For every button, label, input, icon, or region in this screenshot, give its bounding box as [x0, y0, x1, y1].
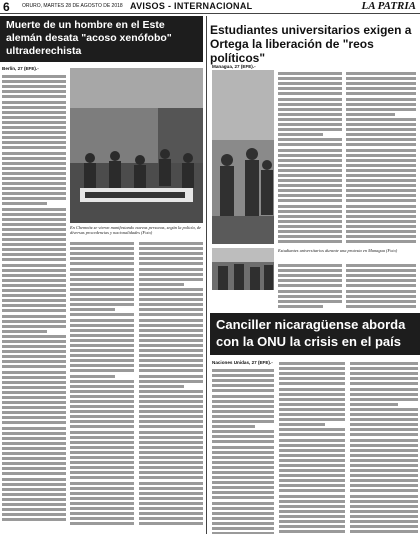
bottom-column-3	[350, 360, 418, 534]
right-article-photo-2	[212, 248, 274, 290]
page-number: 6	[3, 0, 10, 14]
right-column-2	[346, 70, 416, 245]
right-headline: Estudiantes universitarios exigen a Ortega la liberación de "reos políticos"	[210, 23, 412, 65]
left-byline: Berlín, 27 (EFE).-	[2, 66, 39, 71]
left-article-photo	[70, 68, 203, 223]
bottom-headline: Canciller nicaragüense aborda con la ONU la crisis en el país	[216, 317, 406, 349]
right-column-1	[278, 70, 342, 245]
bottom-column-2	[279, 360, 345, 534]
right-article-photo-1	[212, 70, 274, 244]
right-column-4	[346, 262, 416, 308]
left-column-3	[139, 240, 203, 534]
left-column-1	[2, 73, 66, 533]
left-photo-caption: En Chemnitz se vieron manifestando nuevas personas, según la policía, de diversas procedencias y nacionalidades (Foto)	[70, 225, 202, 236]
right-byline: Managua, 27 (EFE).-	[212, 64, 256, 69]
column-divider	[206, 16, 207, 534]
right-photo-caption: Estudiantes universitarios durante una protesta en Managua (Foto)	[278, 248, 398, 253]
left-column-2	[70, 240, 134, 534]
bottom-column-1	[212, 367, 274, 534]
right-column-3	[278, 262, 342, 308]
newspaper-logo: LA PATRIA	[361, 0, 416, 12]
date-line: ORURO, MARTES 28 DE AGOSTO DE 2018	[22, 3, 123, 9]
left-headline: Muerte de un hombre en el Este alemán desata "acoso xenófobo" ultraderechista	[6, 19, 172, 57]
bottom-byline: Naciones Unidas, 27 (EFE).-	[212, 360, 273, 365]
section-title: AVISOS - INTERNACIONAL	[130, 1, 253, 11]
